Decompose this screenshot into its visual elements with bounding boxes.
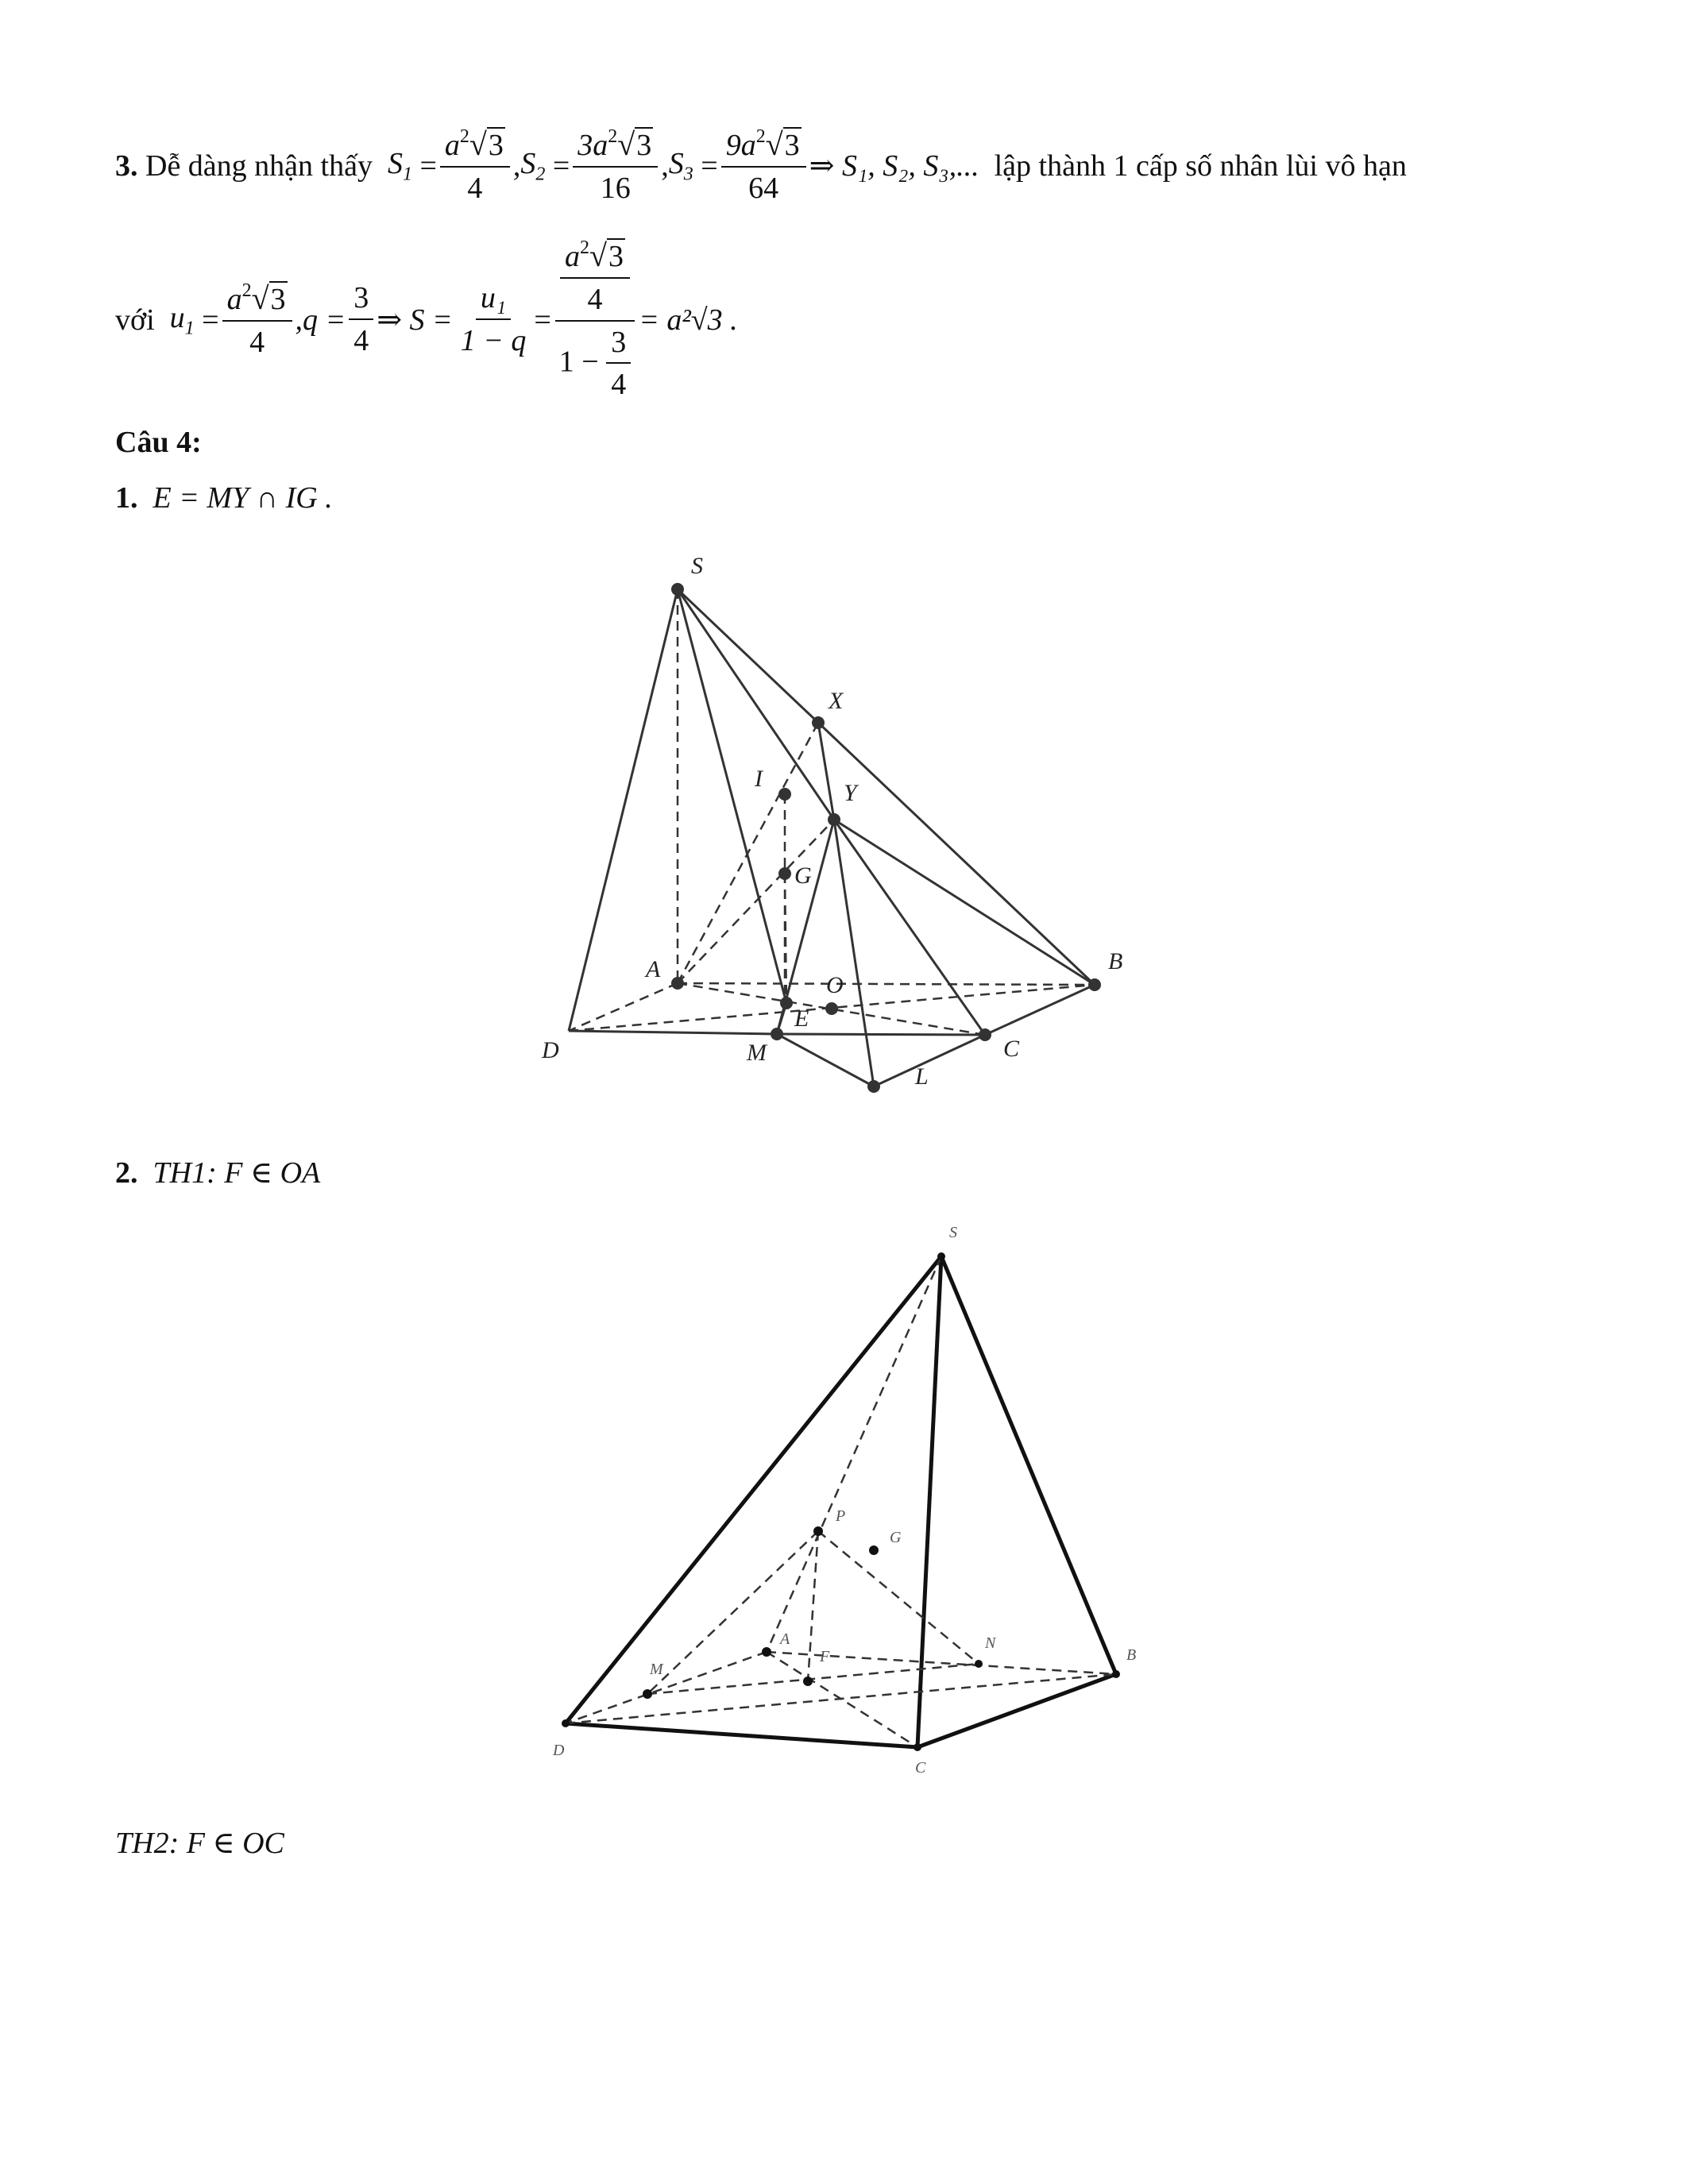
fig2-label-b: B: [1126, 1646, 1137, 1664]
fig2-label-g: G: [890, 1529, 902, 1546]
item3-conclusion: lập thành 1 cấp số nhân lùi vô hạn: [994, 149, 1407, 183]
fig2-label-n: N: [985, 1634, 996, 1652]
q-text: ,q =: [295, 303, 346, 338]
fig2-label-d: D: [553, 1742, 565, 1759]
s1-fraction: $\frac{a^2√3}{4}$: [440, 127, 510, 206]
fig2-label-c: C: [915, 1759, 926, 1777]
fig1-label-e: E: [794, 1005, 809, 1032]
fig1-label-m: M: [747, 1040, 767, 1066]
fig1-label-l: L: [915, 1063, 929, 1090]
fig2-label-p: P: [836, 1507, 846, 1525]
cau4-part1: 1. E = MY ∩ IG .: [115, 481, 333, 515]
fig1-label-a: A: [646, 956, 661, 982]
u1-fraction: $\frac{a^2√3}{4}$: [222, 281, 292, 360]
fig2-label-a: A: [780, 1630, 790, 1648]
cau4-heading: Câu 4:: [115, 426, 202, 459]
u1-lhs: $u_1$: [169, 300, 195, 339]
fig1-label-i: I: [755, 766, 763, 792]
s3-fraction: $\frac{9a^2√3}{64}$: [721, 127, 806, 206]
sum-formula-fraction: $\frac{\text{u₁}}{1 - q}$: [460, 281, 527, 358]
fig1-label-d: D: [542, 1037, 559, 1063]
sum-value-fraction: $\frac{a^2√3}{4}$ 1 − $\frac{3}{4}$: [554, 238, 635, 402]
fig1-label-b: B: [1108, 948, 1123, 974]
fig1-label-c: C: [1003, 1036, 1020, 1062]
fig1-label-y: Y: [844, 780, 857, 806]
fig1-label-o: O: [826, 972, 844, 998]
s2-lhs: $S_2$: [520, 147, 546, 185]
s1-lhs: $S_1$: [387, 147, 412, 185]
s2-fraction: $\frac{3a^2√3}{16}$: [573, 127, 658, 206]
s3-lhs: $S_3$: [668, 147, 693, 185]
item3-line2: với $u_1$ = $\frac{a^2√3}{4}$ ,q = $\frac{3}{4}$ ⇒ S = $\frac{\text{u₁}}{1 - q}$ = $\frac{a^2√3}{4}$ 1 − $\frac{3}{4}$ = a²√3 .: [115, 237, 738, 402]
cau4-th2: TH2: F ∈ OC: [115, 1827, 284, 1860]
cau4-part2: 2. TH1: F ∈ OA: [115, 1156, 321, 1190]
fig1-label-x: X: [829, 688, 844, 714]
q-fraction: $\frac{3}{4}$: [349, 282, 373, 358]
fig1-label-s: S: [691, 553, 703, 579]
implies-list: ⇒ S₁, S₂, S₃,...: [809, 149, 979, 183]
line2-prefix: với: [115, 303, 155, 338]
sum-result: = a²√3 .: [639, 303, 738, 338]
fig2-label-m: M: [650, 1661, 663, 1678]
fig1-label-g: G: [794, 862, 812, 889]
figure-2-pyramid: [0, 1207, 1688, 1811]
fig2-label-f: F: [820, 1648, 830, 1665]
item3-label: 3.: [115, 149, 138, 183]
item3-intro: Dễ dàng nhận thấy: [145, 149, 373, 183]
item3-line1: 3. Dễ dàng nhận thấy $S_1$ = $\frac{a^2√3}{4}$ , $S_2$ = $\frac{3a^2√3}{16}$ , $S_3$ = $\frac{9a^2√3}{64}$ ⇒ S₁, S₂, S₃,... lập thành 1 cấp số nhân lùi vô hạn: [115, 126, 1407, 205]
s-text: ⇒ S =: [377, 303, 453, 338]
fig2-label-s: S: [949, 1224, 957, 1241]
